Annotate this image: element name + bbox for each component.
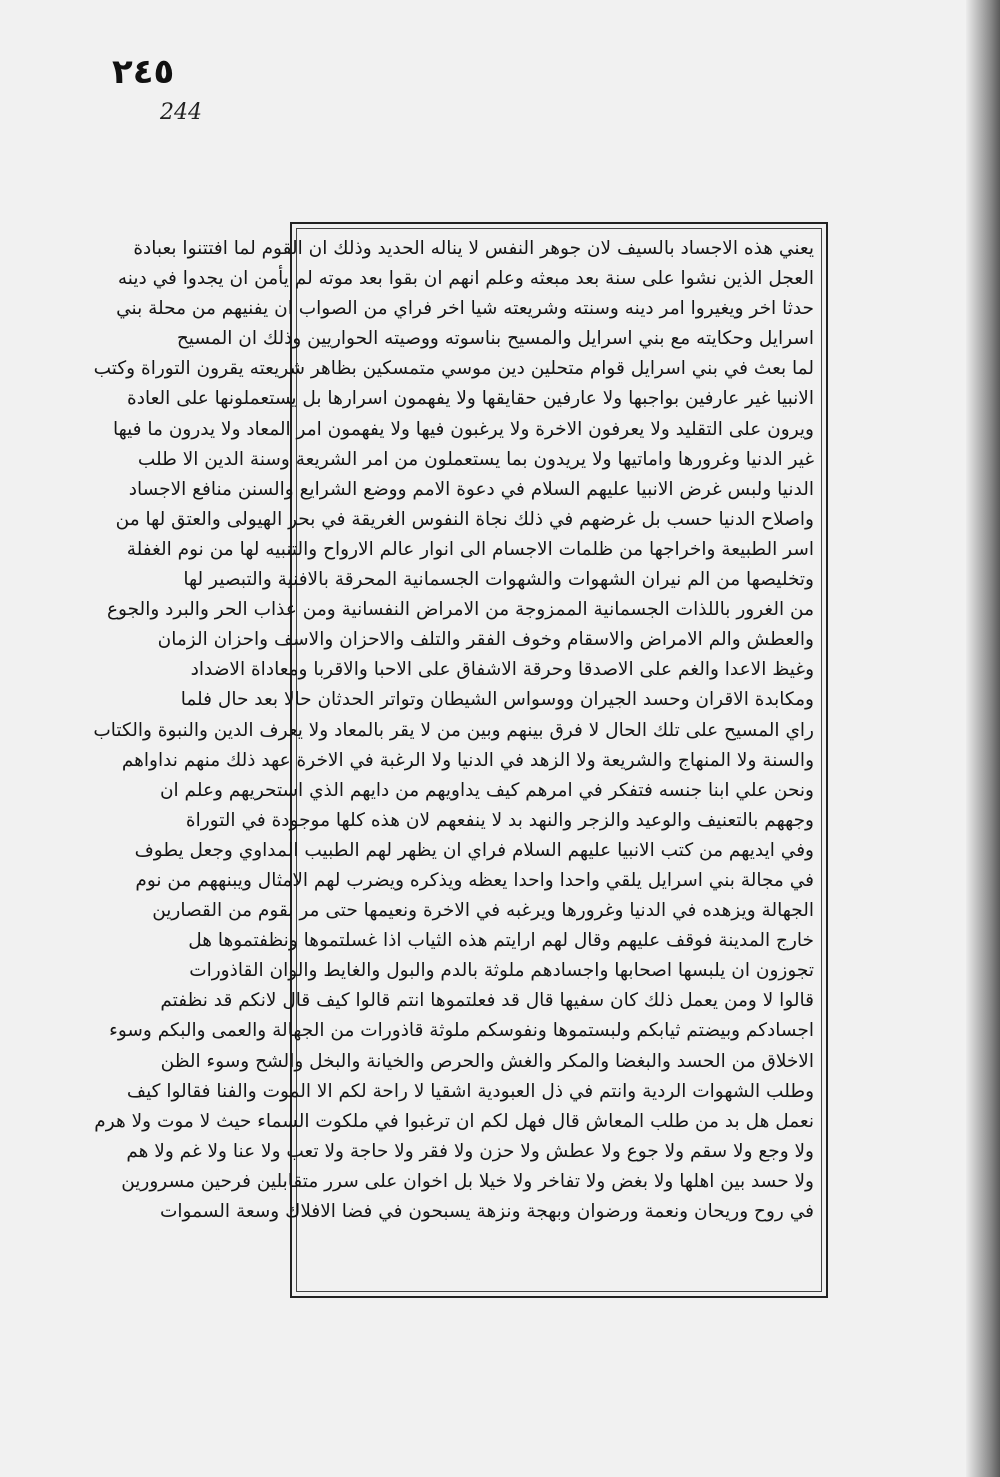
text-line: يعني هذه الاجساد بالسيف لان جوهر النفس لا يناله الحديد وذلك ان القوم لما افتتنوا بعبادة xyxy=(133,238,814,259)
text-line: الانبيا غير عارفين بواجبها ولا عارفين حقايقها ولا يفهمون اسرارها بل يستعملونها على العادة xyxy=(127,388,814,410)
text-line: في روح وريحان ونعمة ورضوان وبهجة ونزهة يسبحون في فضا الافلاك وسعة السموات xyxy=(159,1201,814,1222)
text-line: في مجالة بني اسرايل يلقي واحدا واحدا يعظه ويذكره ويضرب لهم الامثال ويبنههم من نوم xyxy=(135,869,814,891)
text-line: ولا وجع ولا سقم ولا جوع ولا عطش ولا حزن ولا فقر ولا حاجة ولا تعب ولا عنا ولا غم ولا هم xyxy=(126,1140,814,1162)
text-line: اسرايل وحكايته مع بني اسرايل والمسيح بناسوته ووصيته الحواريين وذلك ان المسيح xyxy=(176,328,814,350)
text-line: العجل الذين نشوا على سنة بعد مبعثه وعلم انهم ان بقوا بعد موته لم يأمن ان يجدوا في دينه xyxy=(117,268,814,290)
text-line: حدثا اخر ويغيروا امر دينه وسنته وشريعته شيا اخر فراي من الصواب ان يفنيهم من محلة بني xyxy=(116,298,814,320)
text-line: الجهالة ويزهده في الدنيا وغرورها ويرغبه في الاخرة ونعيمها حتى مر بقوم من القصارين xyxy=(152,900,814,922)
text-line: وطلب الشهوات الردية وانتم في ذل العبودية اشقيا لا راحة لكم الا الموت والفنا فقالوا كيف xyxy=(126,1080,814,1102)
text-line: من الغرور باللذات الجسمانية الممزوجة من الامراض النفسانية ومن عذاب الحر والبرد والجوع xyxy=(107,599,814,621)
text-line: وتخليصها من الم نيران الشهوات والشهوات الجسمانية المحرقة بالافنية والتبصير لها xyxy=(183,569,814,591)
text-line: اجسادكم وبيضتم ثيابكم ولبستموها ونفوسكم ملوثة قاذورات من الجهالة والعمى والبكم وسوء xyxy=(109,1020,814,1042)
text-line: الاخلاق من الحسد والبغضا والمكر والغش والحرص والخيانة والبخل والشح وسوء الظن xyxy=(160,1050,814,1072)
text-line: تجوزون ان يلبسها اصحابها واجسادهم ملوثة بالدم والبول والغايط والوان القاذورات xyxy=(189,960,814,982)
text-line: وفي ايديهم من كتب الانبيا عليهم السلام فراي ان يظهر لهم الطبيب المداوي وجعل يطوف xyxy=(134,839,814,861)
text-line: ونحن علي ابنا جنسه فتفكر في امرهم كيف يداويهم من دايهم الذي استحريهم وعلم ان xyxy=(159,779,814,801)
text-line: واصلاح الدنيا حسب بل غرضهم في ذلك نجاة النفوس الغريقة في بحر الهيولى والعتق لها من xyxy=(115,508,814,530)
text-line: قالوا لا ومن يعمل ذلك كان سفيها قال قد فعلتموها انتم قالوا كيف قال لانكم قد نظفتم xyxy=(160,990,814,1012)
text-line: راي المسيح على تلك الحال لا فرق بينهم وبين من لا يقر بالمعاد ولا يعرف الدين والنبوة والكتاب xyxy=(93,719,814,741)
text-line: والعطش والم الامراض والاسقام وخوف الفقر والتلف والاحزان والاسف واحزان الزمان xyxy=(157,629,814,651)
text-line: ومكابدة الاقران وحسد الجيران ووسواس الشيطان وتواتر الحدثان حالا بعد حال فلما xyxy=(180,689,814,711)
text-line: الدنيا ولبس غرض الانبيا عليهم السلام في دعوة الامم ووضع الشرايع والسنن منافع الاجساد xyxy=(128,478,814,500)
folio-number-handwritten: 244 xyxy=(160,100,202,125)
text-line: غير الدنيا وغرورها واماتيها ولا يريدون بما يستعملون من امر الشريعة وسنة الدين الا طلب xyxy=(137,448,814,470)
text-line: لما بعث في بني اسرايل قوام متحلين دين موسي متمسكين بظاهر شريعته يقرون التوراة وكتب xyxy=(93,358,814,380)
text-line: نعمل هل بد من طلب المعاش قال فهل لكم ان ترغبوا في ملكوت السماء حيث لا موت ولا هرم xyxy=(94,1110,814,1132)
text-line: اسر الطبيعة واخراجها من ظلمات الاجسام الى انوار عالم الارواح والتنبيه لها من نوم الغفلة xyxy=(126,538,814,560)
text-line: وجههم بالتعنيف والوعيد والزجر والنهد بد لا ينفعهم لان هذه كلها موجودة في التوراة xyxy=(185,809,814,831)
folio-number-arabic: ٢٤٥ xyxy=(112,52,175,92)
text-line: خارج المدينة فوقف عليهم وقال لهم ارايتم هذه الثياب اذا غسلتموها ونظفتموها هل xyxy=(188,930,814,952)
text-line: وغيظ الاعدا والغم على الاصدقا وحرقة الاشفاق على الاحبا والاقربا ومعاداة الاضداد xyxy=(190,659,814,681)
main-text-block xyxy=(93,230,820,1290)
text-line: ويرون على التقليد ولا يعرفون الاخرة ولا يرغبون فيها ولا يفهمون امر المعاد ولا يدرون ما فيها xyxy=(112,418,814,440)
text-line: ولا حسد بين اهلها ولا بغض ولا تفاخر ولا خيلا بل اخوان على سرر متقابلين فرحين مسرورين xyxy=(121,1170,814,1192)
text-line: والسنة ولا المنهاج والشريعة ولا الزهد في الدنيا ولا الرغبة في الاخرة عهد ذلك منهم نداواهم xyxy=(121,749,814,771)
